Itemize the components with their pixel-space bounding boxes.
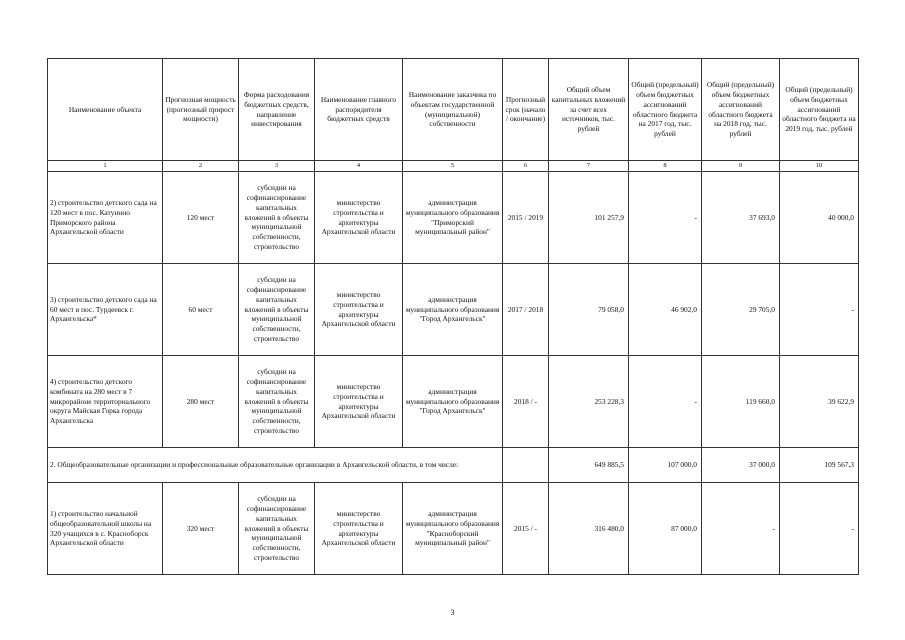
funding-form: субсидии на софинансирование капитальных вложений в объекты муниципальной собственности, строительство — [239, 172, 315, 264]
section-2017: 107 000,0 — [629, 448, 702, 483]
capacity: 280 мест — [163, 356, 239, 448]
amount-2018: 119 660,0 — [702, 356, 780, 448]
term: 2015 / 2019 — [503, 172, 549, 264]
funding-form: субсидии на софинансирование капитальных вложений в объекты муниципальной собственности, строительство — [239, 483, 315, 575]
column-number-row — [48, 161, 859, 172]
header-cell-total: Общий объем капитальных вложений за счет всех источников, тыс. рублей — [549, 59, 629, 161]
amount-2017: 46 902,0 — [629, 264, 702, 356]
header-cell-form: Форма расходования бюджетных средств, направление инвестирования — [239, 59, 315, 161]
capacity: 60 мест — [163, 264, 239, 356]
customer: администрация муниципального образования "Красноборский муниципальный район" — [403, 483, 503, 575]
section-2019: 109 567,3 — [780, 448, 859, 483]
header-cell-customer: Наименование заказчика по объектам государственной (муниципальной) собственности — [403, 59, 503, 161]
total-amount: 101 257,9 — [549, 172, 629, 264]
column-number: 3 — [239, 161, 315, 172]
header-cell-2017: Общий (предельный) объем бюджетных ассигнований областного бюджета на 2017 год, тыс. рублей — [629, 59, 702, 161]
total-amount: 253 228,3 — [549, 356, 629, 448]
header-cell-2018: Общий (предельный) объем бюджетных ассигнований областного бюджета на 2018 год, тыс. рублей — [702, 59, 780, 161]
total-amount: 79 058,0 — [549, 264, 629, 356]
funding-form: субсидии на софинансирование капитальных вложений в объекты муниципальной собственности, строительство — [239, 356, 315, 448]
amount-2017: - — [629, 172, 702, 264]
table-row — [48, 356, 859, 448]
distributor: министерство строительства и архитектуры Архангельской области — [315, 356, 403, 448]
amount-2019: 40 000,0 — [780, 172, 859, 264]
column-number: 10 — [780, 161, 859, 172]
amount-2019: 39 622,9 — [780, 356, 859, 448]
term: 2017 / 2018 — [503, 264, 549, 356]
capacity: 120 мест — [163, 172, 239, 264]
amount-2019: - — [780, 483, 859, 575]
total-amount: 316 480,0 — [549, 483, 629, 575]
column-number: 1 — [48, 161, 163, 172]
amount-2019: - — [780, 264, 859, 356]
section-term — [503, 448, 549, 483]
column-number: 5 — [403, 161, 503, 172]
table-row — [48, 264, 859, 356]
term: 2018 / - — [503, 356, 549, 448]
section-total: 649 885,5 — [549, 448, 629, 483]
header-cell-capacity: Прогнозная мощность (прогнозный прирост мощности) — [163, 59, 239, 161]
distributor: министерство строительства и архитектуры Архангельской области — [315, 483, 403, 575]
column-number: 7 — [549, 161, 629, 172]
column-number: 9 — [702, 161, 780, 172]
amount-2017: - — [629, 356, 702, 448]
header-row — [48, 59, 859, 161]
customer: администрация муниципального образования "Приморский муниципальный район" — [403, 172, 503, 264]
column-number: 2 — [163, 161, 239, 172]
section-title: 2. Общеобразовательные организации и профессиональные образовательные организации в Архангельской области, в том числе: — [48, 448, 503, 483]
section-row — [48, 448, 859, 483]
object-name: 2) строительство детского сада на 120 мест в пос. Катунино Приморского района Архангельской области — [48, 172, 163, 264]
customer: администрация муниципального образования "Город Архангельск" — [403, 356, 503, 448]
page-number: 3 — [450, 608, 455, 617]
column-number: 8 — [629, 161, 702, 172]
header-cell-name: Наименование объекта — [48, 59, 163, 161]
header-cell-2019: Общий (предельный) объем бюджетных ассигнований областного бюджета на 2019 год, тыс. рублей — [780, 59, 859, 161]
column-number: 6 — [503, 161, 549, 172]
funding-form: субсидии на софинансирование капитальных вложений в объекты муниципальной собственности, строительство — [239, 264, 315, 356]
table-row — [48, 172, 859, 264]
customer: администрация муниципального образования "Город Архангельск" — [403, 264, 503, 356]
column-number: 4 — [315, 161, 403, 172]
distributor: министерство строительства и архитектуры Архангельской области — [315, 264, 403, 356]
capacity: 320 мест — [163, 483, 239, 575]
section-2018: 37 000,0 — [702, 448, 780, 483]
object-name: 1) строительство начальной общеобразовательной школы на 320 учащихся в с. Красноборск Архангельской области — [48, 483, 163, 575]
distributor: министерство строительства и архитектуры Архангельской области — [315, 172, 403, 264]
header-cell-distributor: Наименование главного распорядителя бюджетных средств — [315, 59, 403, 161]
amount-2018: 37 693,0 — [702, 172, 780, 264]
term: 2015 / - — [503, 483, 549, 575]
table-row — [48, 483, 859, 575]
header-cell-term: Прогнозный срок (начало / окончание) — [503, 59, 549, 161]
object-name: 3) строительство детского сада на 60 мест в пос. Турдеевск г. Архангельска* — [48, 264, 163, 356]
budget-table — [47, 58, 859, 575]
object-name: 4) строительство детского комбината на 280 мест в 7 микрорайоне территориального округа Майская Горка города Архангельска — [48, 356, 163, 448]
amount-2017: 87 000,0 — [629, 483, 702, 575]
amount-2018: 29 705,0 — [702, 264, 780, 356]
amount-2018: - — [702, 483, 780, 575]
